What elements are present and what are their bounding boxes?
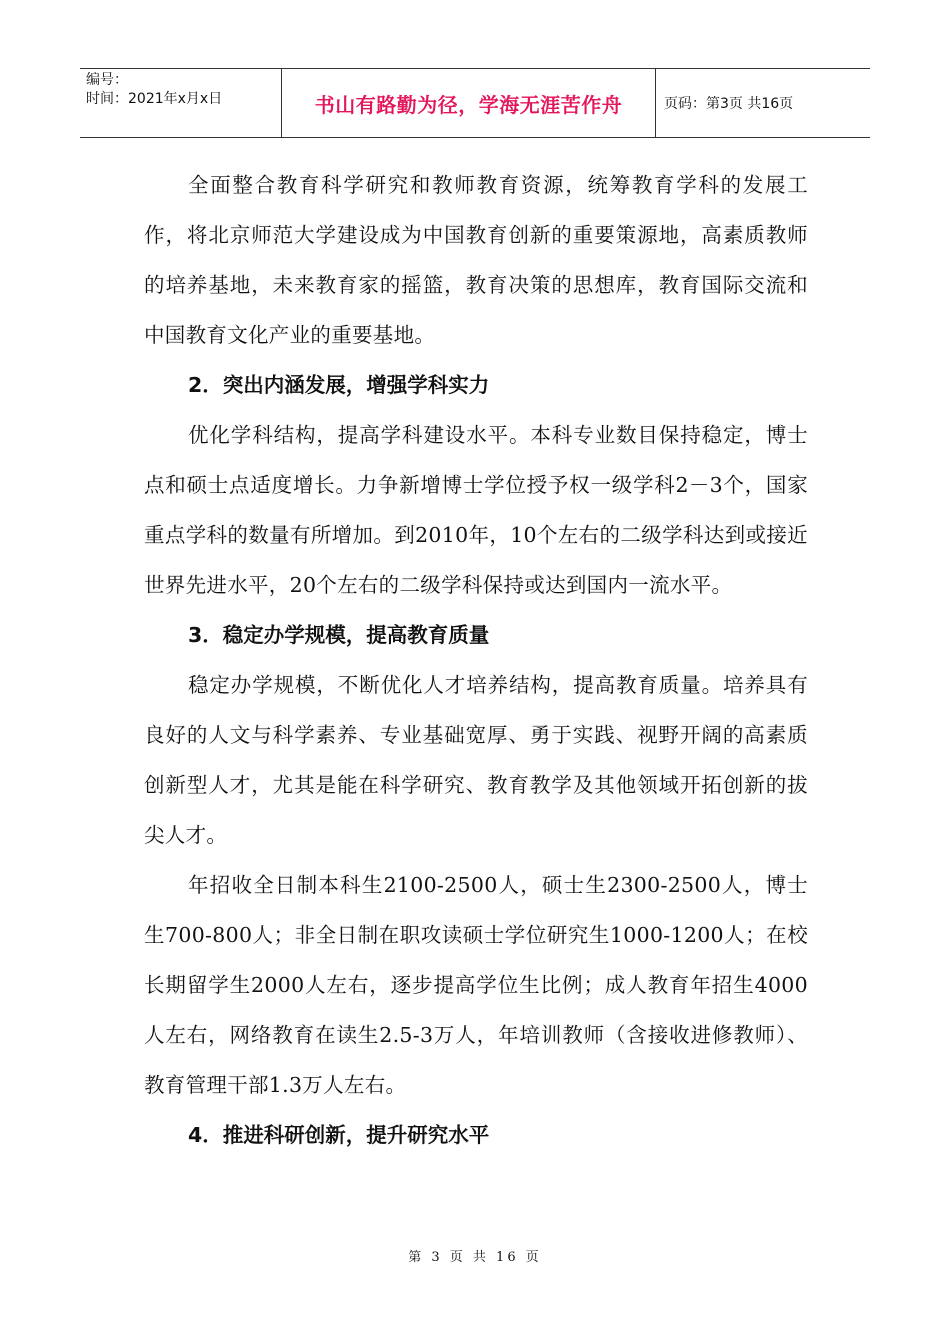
- paragraph-1: 全面整合教育科学研究和教师教育资源，统筹教育学科的发展工作，将北京师范大学建设成为中国教育创新的重要策源地，高素质教师的培养基地，未来教育家的摇篮，教育决策的思想库，教育国际交流和中国教育文化产业的重要基地。: [144, 173, 808, 347]
- section-heading-3: 3．稳定办学规模，提高教育质量: [188, 623, 490, 647]
- header-motto: 书山有路勤为径，学海无涯苦作舟: [282, 69, 656, 137]
- section-heading-2: 2．突出内涵发展，增强学科实力: [188, 373, 490, 397]
- document-body: [144, 160, 808, 1160]
- paragraph-4: 年招收全日制本科生2100-2500人，硕士生2300-2500人，博士生700-800人；非全日制在职攻读硕士学位研究生1000-1200人；在校长期留学生2000人左右，逐步提高学位生比例；成人教育年招生4000人左右，网络教育在读生2.5-3万人，年培训教师（含接收进修教师）、教育管理干部1.3万人左右。: [144, 873, 808, 1097]
- page-header: [80, 68, 870, 138]
- section-heading-4: 4．推进科研创新，提升研究水平: [188, 1123, 490, 1147]
- page-footer: 第 3 页 共 16 页: [408, 1250, 542, 1265]
- document-number-label: 编号：: [86, 72, 128, 88]
- header-meta: [80, 69, 282, 137]
- document-date: 时间：2021年x月x日: [86, 91, 223, 107]
- header-page-info: 页码：第3页 共16页: [664, 96, 794, 112]
- paragraph-2: 优化学科结构，提高学科建设水平。本科专业数目保持稳定，博士点和硕士点适度增长。力争新增博士学位授予权一级学科2－3个，国家重点学科的数量有所增加。到2010年，10个左右的二级学科达到或接近世界先进水平，20个左右的二级学科保持或达到国内一流水平。: [144, 423, 808, 597]
- paragraph-3: 稳定办学规模，不断优化人才培养结构，提高教育质量。培养具有良好的人文与科学素养、专业基础宽厚、勇于实践、视野开阔的高素质创新型人才，尤其是能在科学研究、教育教学及其他领域开拓创新的拔尖人才。: [144, 673, 808, 847]
